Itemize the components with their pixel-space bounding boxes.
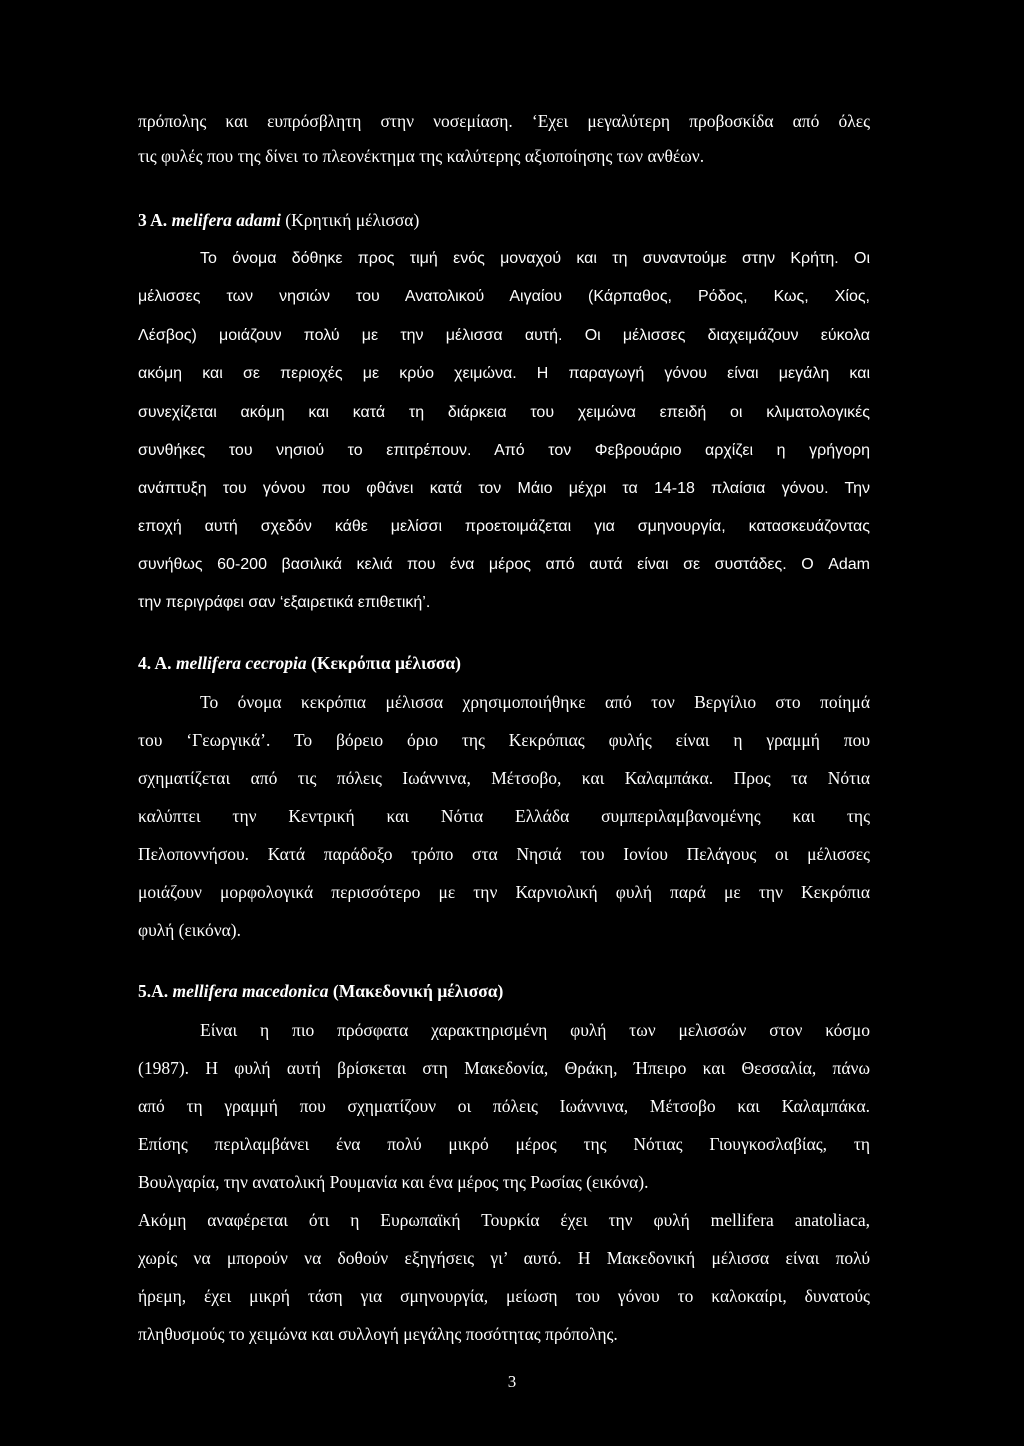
section-4-line: φυλή (εικόνα).	[138, 920, 241, 940]
section-3-greek-name: (Κρητική μέλισσα)	[285, 210, 420, 230]
section-4-latin-name: mellifera cecropia	[175, 653, 307, 673]
section-3-number: 3 Α.	[138, 210, 168, 230]
intro-line-2: τις φυλές που της δίνει το πλεονέκτημα της καλύτερης αξιοποίησης των ανθέων.	[138, 146, 705, 166]
section-3-line: ακόμη και σε περιοχές με κρύο χειμώνα. Η παραγωγή γόνου είναι μεγάλη και	[138, 365, 870, 382]
section-4-line: Πελοποννήσου. Κατά παράδοξο τρόπο στα Νησιά του Ιονίου Πελάγους οι μέλισσες	[138, 844, 870, 864]
section-3-line: εποχή αυτή σχεδόν κάθε μελίσσι προετοιμάζεται για σμηνουργία, κατασκευάζοντας	[138, 518, 870, 535]
section-5-line: Βουλγαρία, την ανατολική Ρουμανία και ένα μέρος της Ρωσίας (εικόνα).	[138, 1172, 649, 1192]
section-5-line: χωρίς να μπορούν να δοθούν εξηγήσεις γι’ αυτό. Η Μακεδονική μέλισσα είναι πολύ	[138, 1248, 870, 1268]
page-body	[138, 0, 870, 1446]
section-3-line: συνθήκες του νησιού το επιτρέπουν. Από τον Φεβρουάριο αρχίζει η γρήγορη	[138, 442, 870, 459]
section-3-line: μέλισσες των νησιών του Ανατολικού Αιγαίου (Κάρπαθος, Ρόδος, Κως, Χίος,	[138, 288, 870, 305]
section-5-greek-name: (Μακεδονική μέλισσα)	[332, 981, 504, 1001]
section-4-line: σχηματίζεται από τις πόλεις Ιωάννινα, Μέτσοβο, και Καλαμπάκα. Προς τα Νότια	[138, 768, 870, 788]
section-3-line: Το όνομα δόθηκε προς τιμή ενός μοναχού και τη συναντούμε στην Κρήτη. Οι	[200, 250, 870, 267]
section-4-number: 4. Α.	[138, 653, 172, 673]
section-5-line: Είναι η πιο πρόσφατα χαρακτηρισμένη φυλή των μελισσών στον κόσμο	[200, 1020, 870, 1040]
page-number: 3	[507, 1372, 517, 1391]
section-4-line: Το όνομα κεκρόπια μέλισσα χρησιμοποιήθηκε από τον Βεργίλιο στο ποίημά	[200, 692, 870, 712]
section-5-heading	[138, 980, 870, 1002]
intro-line-1: πρόπολης και ευπρόσβλητη στην νοσεμίαση. ‘Εχει μεγαλύτερη προβοσκίδα από όλες	[138, 111, 870, 131]
section-5-line: Επίσης περιλαμβάνει ένα πολύ μικρό μέρος της Νότιας Γιουγκοσλαβίας, τη	[138, 1134, 870, 1154]
section-5-line: (1987). Η φυλή αυτή βρίσκεται στη Μακεδονία, Θράκη, Ήπειρο και Θεσσαλία, πάνω	[138, 1058, 870, 1078]
section-5-line: από τη γραμμή που σχηματίζουν οι πόλεις Ιωάννινα, Μέτσοβο και Καλαμπάκα.	[138, 1096, 870, 1116]
section-3-line: Λέσβος) μοιάζουν πολύ με την μέλισσα αυτή. Οι μέλισσες διαχειμάζουν εύκολα	[138, 327, 870, 344]
section-4-line: καλύπτει την Κεντρική και Νότια Ελλάδα συμπεριλαμβανομένης και της	[138, 806, 870, 826]
section-4-heading	[138, 652, 870, 674]
section-5-latin-name: mellifera macedonica	[172, 981, 329, 1001]
section-4-line: μοιάζουν μορφολογικά περισσότερο με την Καρνιολική φυλή παρά με την Κεκρόπια	[138, 882, 870, 902]
section-5-line: πληθυσμούς το χειμώνα και συλλογή μεγάλης ποσότητας πρόπολης.	[138, 1324, 618, 1344]
section-4-greek-name: (Κεκρόπια μέλισσα)	[311, 653, 462, 673]
section-3-line: συνεχίζεται ακόμη και κατά τη διάρκεια του χειμώνα επειδή οι κλιματολογικές	[138, 404, 870, 421]
section-3-line: ανάπτυξη του γόνου που φθάνει κατά τον Μάιο μέχρι τα 14-18 πλαίσια γόνου. Την	[138, 480, 870, 497]
section-5-number: 5.Α.	[138, 981, 169, 1001]
section-5-line: ήρεμη, έχει μικρή τάση για σμηνουργία, μείωση του γόνου το καλοκαίρι, δυνατούς	[138, 1286, 870, 1306]
section-5-line: Ακόμη αναφέρεται ότι η Ευρωπαϊκή Τουρκία έχει την φυλή mellifera anatoliaca,	[138, 1210, 870, 1230]
section-4-line: του ‘Γεωργικά’. Το βόρειο όριο της Κεκρόπιας φυλής είναι η γραμμή που	[138, 730, 870, 750]
section-3-heading	[138, 209, 870, 231]
section-3-line: την περιγράφει σαν ‘εξαιρετικά επιθετική’.	[138, 594, 431, 611]
section-3-line: συνήθως 60-200 βασιλικά κελιά που ένα μέρος από αυτά είναι σε συστάδες. Ο Adam	[138, 556, 870, 573]
section-3-latin-name: melifera adami	[171, 210, 281, 230]
